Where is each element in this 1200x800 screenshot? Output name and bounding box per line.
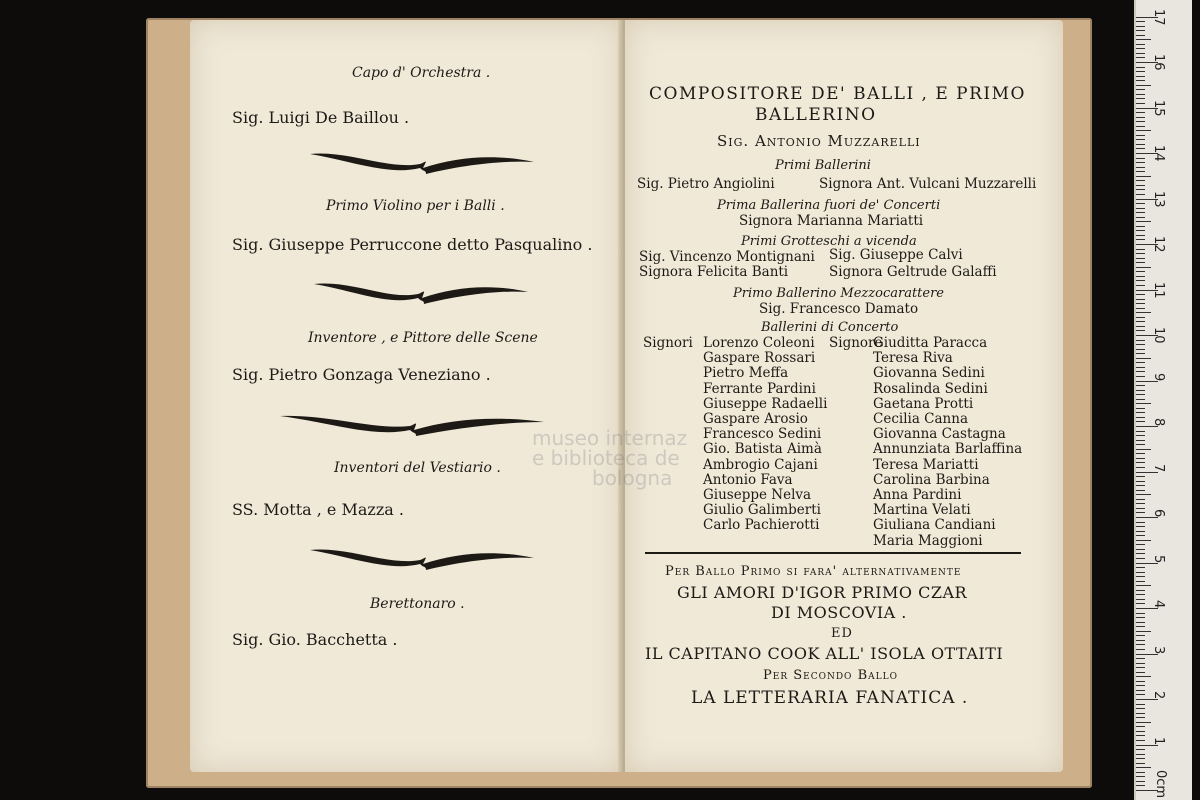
- ruler-tick: [1136, 626, 1145, 627]
- ruler-tick: [1136, 185, 1145, 186]
- ruler-tick: [1136, 617, 1145, 618]
- ruler-number: 1: [1151, 736, 1166, 745]
- ruler-tick: [1136, 21, 1145, 22]
- primi-heading: Primi Ballerini: [775, 158, 871, 173]
- ruler-tick: [1136, 376, 1145, 377]
- primi-right: Signora Ant. Vulcani Muzzarelli: [819, 176, 1037, 192]
- list-item: Gaspare Arosio: [703, 411, 808, 428]
- mezzo-name: Sig. Francesco Damato: [759, 301, 919, 317]
- ruler-tick: [1136, 613, 1145, 614]
- heading-primo-violino: Primo Violino per i Balli .: [326, 198, 505, 214]
- ruler-tick: [1136, 326, 1145, 327]
- ruler-tick: [1136, 135, 1145, 136]
- ruler-tick: [1136, 503, 1145, 504]
- ruler-tick: [1136, 148, 1145, 149]
- ruler-tick: [1136, 644, 1145, 645]
- list-item: Carolina Barbina: [873, 471, 990, 488]
- watermark-line: museo internaz: [532, 426, 688, 450]
- ruler-tick: [1136, 235, 1145, 236]
- horizontal-rule: [645, 552, 1021, 554]
- list-item: Giuseppe Radaelli: [703, 395, 828, 412]
- title-line-2: BALLERINO: [755, 105, 877, 125]
- ruler-number: 15: [1151, 99, 1166, 117]
- ruler-tick: [1136, 594, 1145, 595]
- ruler-number: 8: [1151, 418, 1166, 427]
- list-item: Francesco Sedini: [703, 426, 822, 443]
- secondo-line: Per Secondo Ballo: [763, 668, 898, 683]
- ruler-tick: [1136, 303, 1145, 304]
- ruler-tick: [1136, 567, 1145, 568]
- ballet-2: IL CAPITANO COOK ALL' ISOLA OTTAITI: [645, 644, 1004, 663]
- ruler-tick: [1136, 53, 1145, 54]
- ruler-tick: [1136, 763, 1145, 764]
- ruler-tick: [1136, 421, 1145, 422]
- title-line-1: COMPOSITORE DE' BALLI , E PRIMO: [649, 84, 1026, 104]
- ruler-tick: [1136, 394, 1145, 395]
- ruler-tick: [1136, 713, 1145, 714]
- list-item: Giulio Galimberti: [703, 502, 821, 519]
- ruler-tick: [1136, 458, 1145, 459]
- name-berettonaro: Sig. Gio. Bacchetta .: [232, 630, 398, 649]
- prima-fuori-name: Signora Marianna Mariatti: [739, 213, 924, 229]
- ruler-tick: [1136, 80, 1145, 81]
- ruler-tick: [1136, 312, 1151, 313]
- ruler-tick: [1136, 94, 1145, 95]
- ruler-tick: [1136, 285, 1145, 286]
- ruler-tick: [1136, 362, 1145, 363]
- left-page: [190, 20, 622, 772]
- ruler-tick: [1136, 294, 1145, 295]
- ruler-tick: [1136, 685, 1145, 686]
- ruler-tick: [1136, 635, 1145, 636]
- ruler-tick: [1136, 330, 1145, 331]
- flourish-divider: [278, 410, 548, 438]
- ruler-tick: [1136, 603, 1145, 604]
- ruler-tick: [1136, 121, 1145, 122]
- ruler-tick: [1136, 57, 1145, 58]
- list-item: Maria Maggioni: [873, 532, 983, 549]
- list-item: Giuliana Candiani: [873, 517, 996, 534]
- ruler-number: 17: [1151, 8, 1166, 26]
- ruler-tick: [1136, 239, 1145, 240]
- measuring-ruler: [1134, 0, 1192, 800]
- ruler-tick: [1136, 412, 1145, 413]
- ruler-tick: [1136, 176, 1151, 177]
- ruler-tick: [1136, 180, 1145, 181]
- ruler-tick: [1136, 194, 1145, 195]
- ruler-tick: [1136, 667, 1145, 668]
- ruler-number: 14: [1151, 145, 1166, 162]
- ruler-tick: [1136, 444, 1145, 445]
- ruler-tick: [1136, 440, 1145, 441]
- ballet-1-line-1: GLI AMORI D'IGOR PRIMO CZAR: [677, 583, 968, 602]
- right-page: [625, 20, 1063, 772]
- ruler-tick: [1136, 690, 1145, 691]
- ballo-primo-line: Per Ballo Primo si fara' alternativamente: [665, 564, 962, 579]
- ruler-tick: [1136, 572, 1145, 573]
- ruler-tick: [1136, 385, 1145, 386]
- ruler-tick: [1136, 85, 1151, 86]
- list-item: Gaspare Rossari: [703, 350, 816, 367]
- ruler-tick: [1136, 694, 1145, 695]
- ruler-tick: [1136, 399, 1145, 400]
- list-item: Gio. Batista Aimà: [703, 441, 822, 458]
- list-item: Teresa Mariatti: [873, 456, 979, 473]
- mezzo-heading: Primo Ballerino Mezzocarattere: [733, 286, 944, 301]
- ruler-tick: [1136, 126, 1145, 127]
- ruler-tick: [1136, 476, 1145, 477]
- ruler-tick: [1136, 708, 1145, 709]
- ruler-tick: [1136, 71, 1145, 72]
- ruler-tick: [1136, 371, 1145, 372]
- ruler-tick: [1136, 98, 1145, 99]
- ruler-tick: [1136, 208, 1145, 209]
- ruler-tick: [1136, 462, 1145, 463]
- list-item: Teresa Riva: [873, 350, 953, 367]
- ruler-tick: [1136, 212, 1145, 213]
- ruler-number: 5: [1151, 554, 1166, 563]
- list-item: Carlo Pachierotti: [703, 517, 820, 534]
- ruler-tick: [1136, 67, 1145, 68]
- ruler-tick: [1136, 299, 1145, 300]
- ruler-number: 2: [1151, 691, 1166, 700]
- ruler-tick: [1136, 321, 1145, 322]
- list-item: Ambrogio Cajani: [703, 456, 818, 473]
- list-item: Rosalinda Sedini: [873, 380, 988, 397]
- composer-name: Sig. Antonio Muzzarelli: [717, 132, 921, 150]
- ruler-tick: [1136, 217, 1145, 218]
- ruler-number: 11: [1151, 281, 1166, 299]
- ruler-tick: [1136, 130, 1151, 131]
- ruler-tick: [1136, 726, 1145, 727]
- ruler-tick: [1136, 772, 1145, 773]
- ruler-tick: [1136, 658, 1145, 659]
- ruler-number: 6: [1151, 509, 1166, 518]
- ruler-tick: [1136, 280, 1145, 281]
- ruler-tick: [1136, 44, 1145, 45]
- heading-capo-orchestra: Capo d' Orchestra .: [352, 65, 491, 81]
- ruler-tick: [1136, 704, 1145, 705]
- ruler-tick: [1136, 230, 1145, 231]
- library-watermark: [532, 428, 687, 488]
- ruler-tick: [1136, 103, 1145, 104]
- ruler-tick: [1136, 640, 1145, 641]
- ruler-tick: [1136, 485, 1145, 486]
- ruler-tick: [1136, 540, 1151, 541]
- ruler-tick: [1136, 249, 1145, 250]
- list-item: Giuditta Paracca: [873, 335, 988, 351]
- ballet-3: LA LETTERARIA FANATICA .: [691, 688, 969, 708]
- ruler-tick: [1136, 139, 1145, 140]
- ruler-tick: [1136, 390, 1145, 391]
- ruler-tick: [1136, 112, 1145, 113]
- ruler-tick: [1136, 717, 1145, 718]
- ruler-tick: [1136, 749, 1145, 750]
- ruler-tick: [1136, 526, 1145, 527]
- women-list: [873, 336, 1022, 549]
- ruler-tick: [1136, 672, 1145, 673]
- ruler-tick: [1136, 117, 1145, 118]
- ruler-tick: [1136, 189, 1145, 190]
- ruler-tick: [1136, 308, 1145, 309]
- ruler-number: 3: [1151, 645, 1166, 654]
- grotteschi-right-1: Sig. Giuseppe Calvi: [829, 247, 963, 263]
- ruler-tick: [1136, 512, 1145, 513]
- ruler-tick: [1136, 508, 1145, 509]
- ruler-tick: [1136, 490, 1145, 491]
- ruler-tick: [1136, 435, 1145, 436]
- ruler-tick: [1136, 740, 1145, 741]
- ruler-tick: [1136, 776, 1145, 777]
- ruler-tick: [1136, 271, 1145, 272]
- ruler-tick: [1136, 358, 1151, 359]
- ruler-tick: [1136, 494, 1151, 495]
- name-primo-violino: Sig. Giuseppe Perruccone detto Pasqualino .: [232, 235, 593, 254]
- ruler-unit: 0cm: [1153, 770, 1168, 799]
- ruler-tick: [1136, 35, 1145, 36]
- list-item: Ferrante Pardini: [703, 380, 816, 397]
- list-item: Lorenzo Coleoni: [703, 335, 815, 351]
- ruler-tick: [1136, 221, 1151, 222]
- heading-berettonaro: Berettonaro .: [370, 596, 465, 612]
- grotteschi-left-1: Sig. Vincenzo Montignani: [639, 249, 815, 265]
- name-vestiario: SS. Motta , e Mazza .: [232, 500, 404, 519]
- heading-scene: Inventore , e Pittore delle Scene: [308, 330, 538, 346]
- ruler-tick: [1136, 267, 1151, 268]
- ruler-tick: [1136, 449, 1151, 450]
- ruler-tick: [1136, 408, 1145, 409]
- name-scene: Sig. Pietro Gonzaga Veneziano .: [232, 365, 491, 384]
- ruler-tick: [1136, 631, 1151, 632]
- list-item: Giuseppe Nelva: [703, 487, 812, 504]
- ballet-1-line-2: DI MOSCOVIA .: [771, 603, 907, 622]
- grotteschi-right-2: Signora Geltrude Galaffi: [829, 264, 997, 280]
- signori-label: Signori: [643, 335, 693, 351]
- ruler-tick: [1136, 162, 1145, 163]
- ruler-tick: [1136, 258, 1145, 259]
- ruler-tick: [1136, 663, 1145, 664]
- ruler-number: 9: [1151, 372, 1166, 381]
- ruler-tick: [1136, 30, 1145, 31]
- ruler-number: 10: [1151, 327, 1166, 344]
- ruler-tick: [1136, 676, 1151, 677]
- list-item: Cecilia Canna: [873, 411, 968, 428]
- ruler-tick: [1136, 499, 1145, 500]
- ruler-tick: [1136, 754, 1145, 755]
- ruler-tick: [1136, 590, 1145, 591]
- ruler-tick: [1136, 767, 1151, 768]
- list-item: Martina Velati: [873, 502, 971, 519]
- ruler-number: 16: [1151, 54, 1166, 71]
- ruler-tick: [1136, 681, 1145, 682]
- concerto-heading: Ballerini di Concerto: [761, 320, 899, 335]
- signore-label: Signore: [829, 335, 883, 351]
- ruler-tick: [1136, 522, 1145, 523]
- ruler-tick: [1136, 553, 1145, 554]
- grotteschi-left-2: Signora Felicita Banti: [639, 264, 789, 280]
- flourish-divider: [308, 146, 538, 176]
- ruler-number: 12: [1151, 236, 1166, 253]
- ruler-tick: [1136, 349, 1145, 350]
- ruler-tick: [1136, 276, 1145, 277]
- watermark-line: e biblioteca de: [532, 446, 680, 470]
- list-item: Annunziata Barlaffina: [873, 441, 1023, 458]
- ruler-tick: [1136, 558, 1145, 559]
- primi-left: Sig. Pietro Angiolini: [637, 176, 775, 192]
- ruler-tick: [1136, 549, 1145, 550]
- grotteschi-heading: Primi Grotteschi a vicenda: [741, 234, 917, 249]
- ruler-tick: [1136, 731, 1145, 732]
- ruler-tick: [1136, 785, 1145, 786]
- name-capo-orchestra: Sig. Luigi De Baillou .: [232, 108, 410, 127]
- ruler-tick: [1136, 781, 1145, 782]
- ruler-tick: [1136, 340, 1145, 341]
- ruler-tick: [1136, 535, 1145, 536]
- list-item: Giovanna Sedini: [873, 365, 985, 382]
- ruler-tick: [1136, 158, 1145, 159]
- ruler-tick: [1136, 262, 1145, 263]
- heading-vestiario: Inventori del Vestiario .: [334, 460, 501, 476]
- flourish-divider: [312, 278, 532, 306]
- ruler-tick: [1136, 167, 1145, 168]
- ruler-tick: [1136, 344, 1145, 345]
- ruler-tick: [1136, 581, 1145, 582]
- ruler-tick: [1136, 531, 1145, 532]
- ruler-number: 13: [1151, 190, 1166, 208]
- list-item: Pietro Meffa: [703, 365, 789, 382]
- ruler-number: 4: [1151, 600, 1166, 609]
- ruler-tick: [1136, 622, 1145, 623]
- ruler-tick: [1136, 317, 1145, 318]
- watermark-line: bologna: [592, 466, 673, 490]
- ruler-tick: [1136, 253, 1145, 254]
- conjunction: ED: [831, 626, 853, 641]
- ruler-tick: [1136, 585, 1151, 586]
- ruler-tick: [1136, 171, 1145, 172]
- ruler-tick: [1136, 403, 1151, 404]
- ruler-tick: [1136, 367, 1145, 368]
- ruler-tick: [1136, 735, 1145, 736]
- ruler-tick: [1136, 89, 1145, 90]
- ruler-tick: [1136, 481, 1145, 482]
- ruler-tick: [1136, 353, 1145, 354]
- ruler-tick: [1136, 453, 1145, 454]
- ruler-tick: [1136, 144, 1145, 145]
- ruler-tick: [1136, 599, 1145, 600]
- ruler-tick: [1136, 76, 1145, 77]
- ruler-tick: [1136, 722, 1151, 723]
- ruler-tick: [1136, 758, 1145, 759]
- ruler-tick: [1136, 544, 1145, 545]
- ruler-tick: [1136, 467, 1145, 468]
- list-item: Anna Pardini: [873, 487, 962, 504]
- ruler-tick: [1136, 649, 1145, 650]
- ruler-tick: [1136, 431, 1145, 432]
- ruler-tick: [1136, 48, 1145, 49]
- list-item: Antonio Fava: [703, 471, 793, 488]
- ruler-tick: [1136, 39, 1151, 40]
- list-item: Giovanna Castagna: [873, 426, 1006, 443]
- ruler-number: 7: [1151, 463, 1166, 472]
- ruler-tick: [1136, 26, 1145, 27]
- men-list: [703, 336, 827, 534]
- list-item: Gaetana Protti: [873, 395, 974, 412]
- ruler-tick: [1136, 417, 1145, 418]
- ruler-tick: [1136, 576, 1145, 577]
- ruler-tick: [1136, 203, 1145, 204]
- prima-fuori-heading: Prima Ballerina fuori de' Concerti: [717, 198, 941, 213]
- ruler-tick: [1136, 226, 1145, 227]
- flourish-divider: [308, 542, 538, 572]
